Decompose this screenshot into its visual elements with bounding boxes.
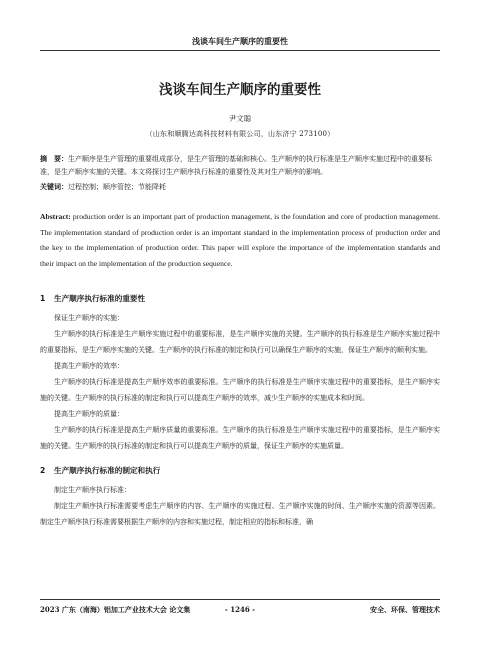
abstract-cn-label: 摘 要： [40,155,68,163]
paragraph: 保证生产顺序的实施： [54,314,124,322]
keywords [40,181,440,193]
paper-title: 浅谈车间生产顺序的重要性 [159,82,321,98]
paragraph: 提高生产顺序的效率： [54,362,124,370]
page-number: - 1246 - [224,605,256,614]
paragraph: 生产顺序的执行标准是提高生产顺序质量的重要标准。生产顺序的执行标准是生产顺序实施过程中的重要指标，是生产顺序实施的关键。生产顺序的执行标准的制定和执行可以提高生产顺序的质量，保证生产顺序的实施质量。 [40,426,440,450]
keywords-label: 关键词： [40,183,68,191]
paragraph: 提高生产顺序的质量： [54,410,124,418]
header-rule [40,50,440,51]
paragraph: 制定生产顺序执行标准： [54,486,131,494]
paragraph: 制定生产顺序执行标准需要考虑生产顺序的内容、生产顺序的实施过程、生产顺序实施的时间、生产顺序实施的资源等因素。制定生产顺序执行标准需要根据生产顺序的内容和实施过程，制定相应的指标和标准，确 [40,502,440,526]
abstract-chinese [40,153,440,178]
body-text [40,292,440,530]
abstract-en-text: production order is an important part of production management, is the foundation and core of production management. The implementation standard of production order is an important standard in the implementation process of production order and the key to the implementation of production order. This paper will explore the importance of the implementation standards and their impact on the implementation of the production sequence. [40,212,440,268]
footer-proceedings: 2023 广东（南海）铝加工产业技术大会 论文集 [40,605,191,614]
footer-rule [40,599,440,600]
abstract-english [40,209,440,271]
section-number: 2 [40,466,46,475]
section-number: 1 [40,294,46,303]
section-heading [40,464,440,482]
section-title: 生产顺序执行标准的制定和执行 [54,466,161,475]
keywords-text: 过程控制；顺序管控；节能降耗 [68,183,166,191]
abstract-cn-text: 生产顺序是生产管理的重要组成部分，是生产管理的基础和核心。生产顺序的执行标准是生产顺序实施过程中的重要标准，是生产顺序实施的关键。本文将探讨生产顺序执行标准的重要性及其对生产顺序的影响。 [40,155,432,176]
section-heading [40,292,440,310]
paragraph: 生产顺序的执行标准是生产顺序实施过程中的重要标准，是生产顺序实施的关键。生产顺序的执行标准是生产顺序实施过程中的重要指标，是生产顺序实施的关键。生产顺序的执行标准的制定和执行可以确保生产顺序的实施，保证生产顺序的顺利实施。 [40,330,440,354]
affiliation: （山东和顺腾达高科技材料有限公司，山东济宁 273100） [145,130,335,138]
section-1 [40,292,440,454]
abstract-en-label: Abstract: [40,212,71,221]
section-2 [40,464,440,530]
paragraph: 生产顺序的执行标准是提高生产顺序效率的重要标准。生产顺序的执行标准是生产顺序实施过程中的重要指标，是生产顺序实施的关键。生产顺序的执行标准的制定和执行可以提高生产顺序的效率，减少生产顺序的实施成本和时间。 [40,378,440,402]
section-title: 生产顺序执行标准的重要性 [54,294,146,303]
running-head: 浅谈车间生产顺序的重要性 [192,37,288,46]
page-footer [40,605,440,617]
author: 尹文聪 [228,114,252,123]
footer-section: 安全、环保、管理技术 [370,605,440,614]
